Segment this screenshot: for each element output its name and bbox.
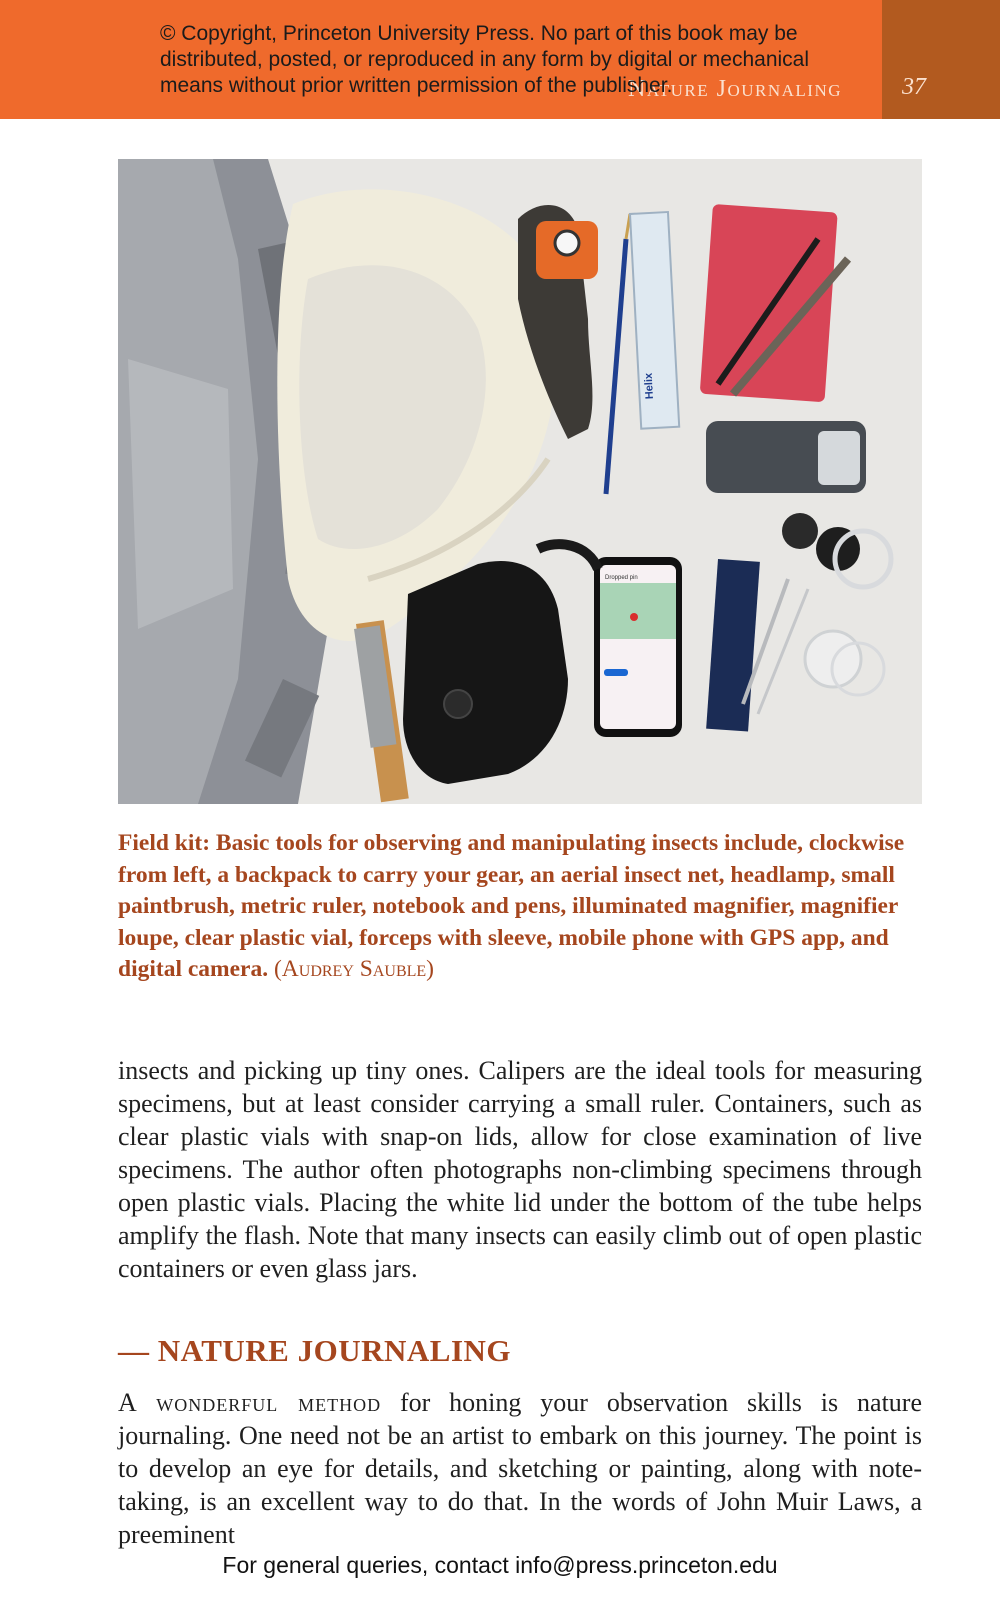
magnifier-loupe (782, 513, 818, 549)
footer-contact (0, 1552, 1000, 1579)
photo-credit: (Audrey Sauble) (273, 956, 434, 982)
svg-text:Helix: Helix (642, 372, 656, 400)
body-paragraph-1: insects and picking up tiny ones. Calipers are the ideal tools for measuring specimens, but at least consider carrying a small ruler. Containers, such as clear plastic vials with snap-on lids, allow for close examination of live specimens. The author often photographs non-climbing specimens through open plastic vials. Placing the white lid under the bottom of the tube helps amplify the flash. Note that many insects can easily climb out of open plastic containers or even glass jars. (118, 1056, 922, 1283)
svg-text:Dropped pin: Dropped pin (605, 575, 638, 581)
page-number-tab (882, 0, 1000, 119)
caption-text: Field kit: Basic tools for observing and manipulating insects include, clockwise from left, a backpack to carry your gear, an aerial insect net, headlamp, small paintbrush, metric ruler, notebook and pens, illuminated magnifier, magnifier loupe, clear plastic vial, forceps with sleeve, mobile phone with GPS app, and digital camera. (118, 830, 905, 982)
paragraph-text: for honing your observation skills is nature journaling. One need not be an artist to embark on this journey. The point is to develop an eye for details, and sketching or painting, along with note-taking, is an excellent way to do that. In the words of John Muir Laws, a preeminent (118, 1388, 922, 1549)
paragraph-lead-in: A wonderful method (118, 1388, 382, 1417)
body-paragraph-2 (118, 1386, 922, 1551)
running-head: Nature Journaling (628, 76, 842, 102)
copyright-notice: © Copyright, Princeton University Press. No part of this book may be distributed, posted, or reproduced in any form by digital or mechanical means without prior written permission of the publisher. (160, 22, 810, 97)
figure-caption (118, 828, 908, 986)
notebook (700, 204, 838, 402)
section-heading: — NATURE JOURNALING (118, 1333, 512, 1368)
page-number: 37 (902, 74, 926, 100)
footer-text: For general queries, contact info@press.princeton.edu (222, 1552, 778, 1578)
field-kit-photo (118, 159, 922, 804)
